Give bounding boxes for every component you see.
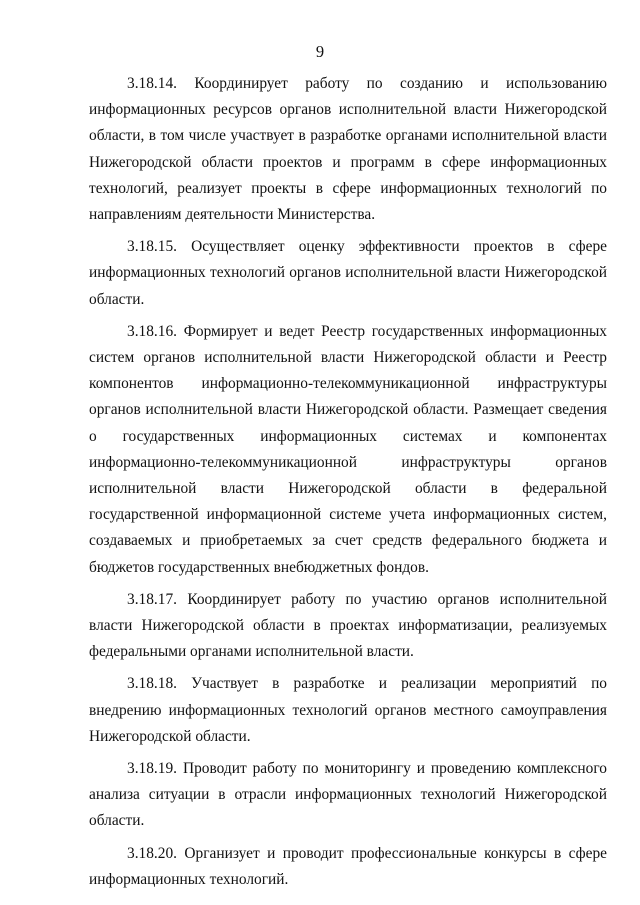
- paragraph-3-18-14: 3.18.14. Координирует работу по созданию и использованию информационных ресурсов органов исполнительной власти Нижегородской области, в том числе участвует в разработке органами исполнительной власти Нижегородской области проектов и программ в сфере информационных технологий, реализует проекты в сфере информационных технологий по направлениям деятельности Министерства.: [89, 75, 607, 224]
- document-body: [89, 71, 607, 899]
- paragraph-3-18-18: 3.18.18. Участвует в разработке и реализации мероприятий по внедрению информационных технологий органов местного самоуправления Нижегородской области.: [89, 675, 607, 745]
- paragraph-3-18-19: 3.18.19. Проводит работу по мониторингу и проведению комплексного анализа ситуации в отрасли информационных технологий Нижегородской области.: [89, 760, 607, 830]
- paragraph-3-18-17: 3.18.17. Координирует работу по участию органов исполнительной власти Нижегородской области в проектах информатизации, реализуемых федеральными органами исполнительной власти.: [89, 590, 607, 661]
- page-number: 9: [315, 42, 325, 61]
- paragraph-3-18-16: 3.18.16. Формирует и ведет Реестр государственных информационных систем органов исполнительной власти Нижегородской области и Реестр компонентов информационно-телекоммуникационной инфраструктуры органов исполнительной власти Нижегородской области. Размещает сведения о государственных информационных системах и компонентах информационно-телекоммуникационной инфраструктуры органов исполнительной власти Нижегородской области в федеральной государственной информационной системе учета информационных систем, создаваемых и приобретаемых за счет средств федерального бюджета и бюджетов государственных внебюджетных фондов.: [89, 322, 607, 576]
- paragraph-3-18-20: 3.18.20. Организует и проводит профессиональные конкурсы в сфере информационных технологий.: [89, 844, 607, 888]
- paragraph-3-18-15: 3.18.15. Осуществляет оценку эффективности проектов в сфере информационных технологий органов исполнительной власти Нижегородской области.: [89, 238, 607, 308]
